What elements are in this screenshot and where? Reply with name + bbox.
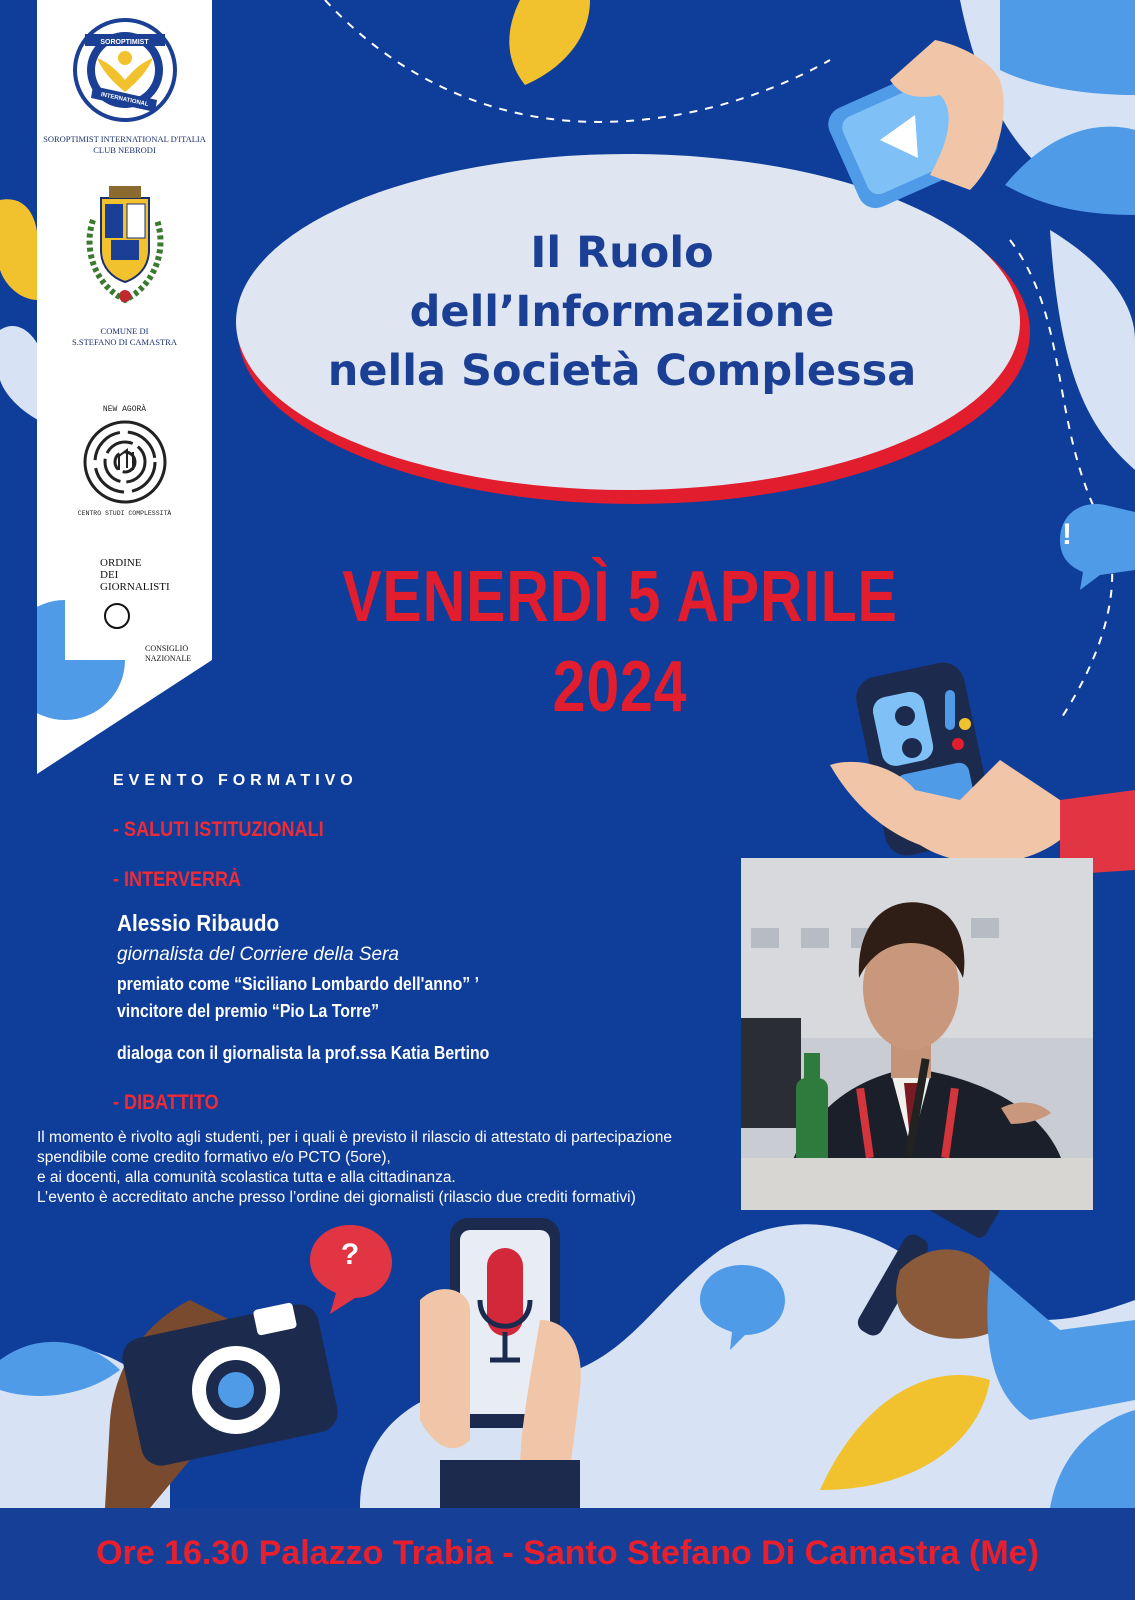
greetings-item: - SALUTI ISTITUZIONALI xyxy=(113,818,324,841)
ordine-sub-line2: NAZIONALE xyxy=(145,654,192,663)
title-line-1: Il Ruolo xyxy=(530,228,714,278)
comune-caption-line1: COMUNE DI xyxy=(100,326,149,336)
event-date xyxy=(200,552,1040,732)
soroptimist-caption-line1: SOROPTIMIST INTERNATIONAL D'ITALIA xyxy=(43,134,206,144)
comune-caption-line2: S.STEFANO DI CAMASTRA xyxy=(72,337,177,347)
program-heading: EVENTO FORMATIVO xyxy=(113,772,358,789)
sponsor-logo-banner xyxy=(37,0,212,774)
question-icon: ? xyxy=(340,1238,360,1271)
ordine-label-line3: GIORNALISTI xyxy=(100,581,170,593)
speaker-award-1: premiato come “Siciliano Lombardo dell'anno” ’ xyxy=(117,974,479,994)
ordine-sub-line1: CONSIGLIO xyxy=(145,644,189,653)
new-agora-top-text: NEW AGORÀ xyxy=(102,405,147,414)
exclamation-icon: ! xyxy=(1062,518,1072,551)
title-line-2: dell’Informazione xyxy=(409,287,835,337)
footer-location-time: Ore 16.30 Palazzo Trabia - Santo Stefano Di Camastra (Me) xyxy=(96,1534,1039,1572)
ordine-label-line2: DEI xyxy=(100,569,119,581)
new-agora-bottom-text: CENTRO STUDI COMPLESSITÀ xyxy=(77,510,172,517)
debate-item: - DIBATTITO xyxy=(113,1091,219,1114)
speaker-heading: - INTERVERRÀ xyxy=(113,868,242,891)
speaker-name: Alessio Ribaudo xyxy=(117,910,280,936)
ordine-label-line1: ORDINE xyxy=(100,557,142,569)
event-date-text: VENERDÌ 5 APRILE 2024 xyxy=(342,557,898,727)
note-line-3: e ai docenti, alla comunità scolastica tutta e alla cittadinanza. xyxy=(37,1169,456,1186)
title-line-3: nella Società Complessa xyxy=(327,346,917,396)
note-line-2: spendibile come credito formativo e/o PCTO (5ore), xyxy=(37,1149,391,1166)
event-title xyxy=(262,224,982,401)
note-line-1: Il momento è rivolto agli studenti, per i quali è previsto il rilascio di attestato di partecipazione xyxy=(37,1129,672,1146)
speaker-role: giornalista del Corriere della Sera xyxy=(117,944,399,965)
soroptimist-ring-top: SOROPTIMIST xyxy=(100,39,149,46)
speaker-award-2: vincitore del premio “Pio La Torre” xyxy=(117,1001,380,1021)
soroptimist-ring-bottom: INTERNATIONAL xyxy=(100,92,149,108)
dialogue-line: dialoga con il giornalista la prof.ssa Katia Bertino xyxy=(117,1043,490,1063)
speaker-photo xyxy=(741,858,1093,1210)
soroptimist-caption-line2: CLUB NEBRODI xyxy=(93,145,156,155)
note-line-4: L’evento è accreditato anche presso l’ordine dei giornalisti (rilascio due crediti formativi) xyxy=(37,1189,636,1206)
